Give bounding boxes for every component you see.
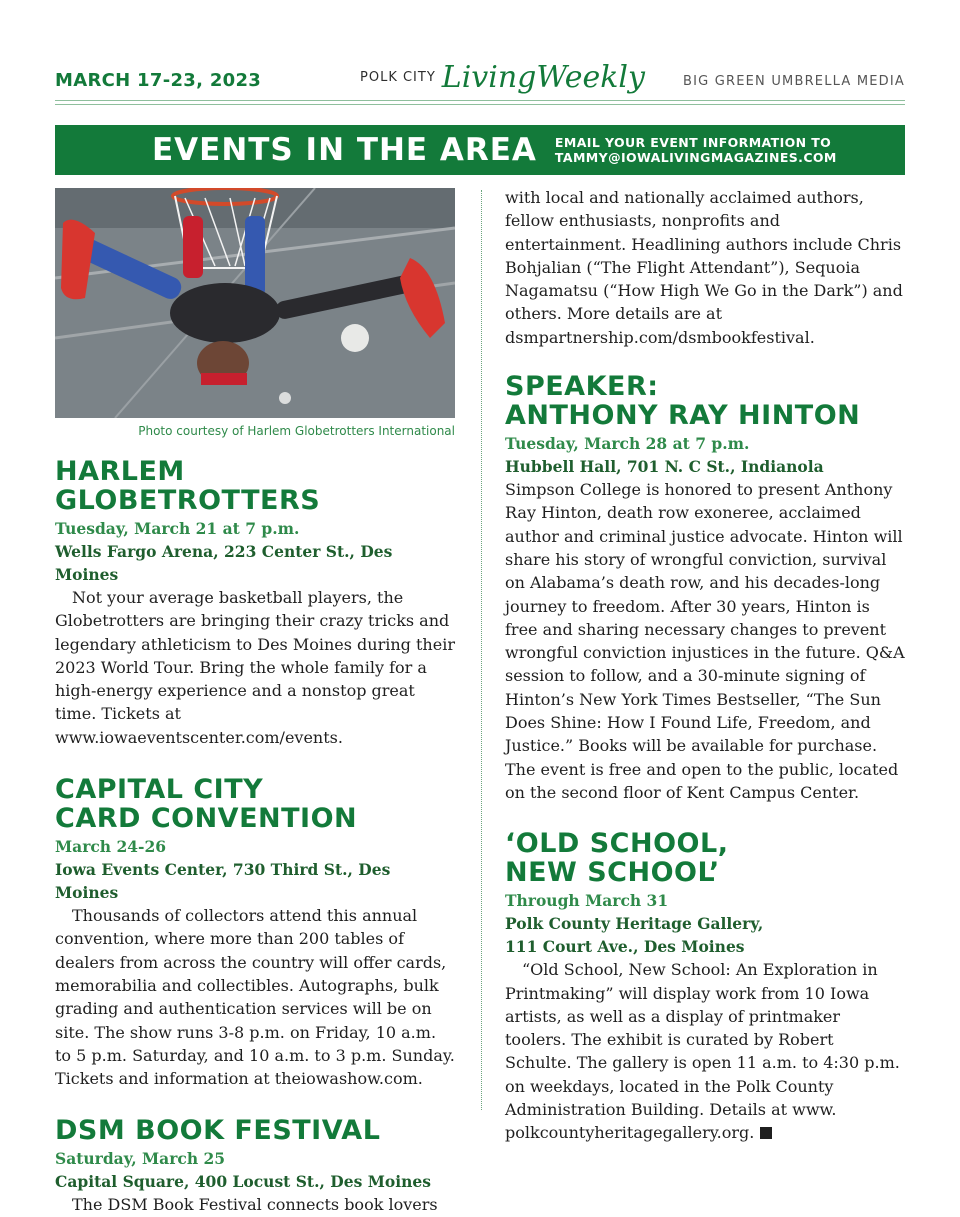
photo-credit: Photo courtesy of Harlem Globetrotters International (138, 424, 455, 438)
right-column (505, 186, 905, 1145)
event-date-speaker: Tuesday, March 28 at 7 p.m. (505, 434, 750, 454)
event-description-old-school-wrap (505, 958, 905, 1144)
end-of-article-mark (760, 1127, 772, 1139)
event-location-card-convention: Iowa Events Center, 730 Third St., Des Moines (55, 860, 391, 903)
masthead-logo: LivingWeekly (441, 60, 645, 95)
publisher-name: BIG GREEN UMBRELLA MEDIA (682, 74, 905, 89)
event-description-book-festival: The DSM Book Festival connects book lovers (72, 1195, 438, 1215)
event-description-speaker: Simpson College is honored to present Anthony Ray Hinton, death row exoneree, acclaimed author and criminal justice advocate. Hinton will share his story of wrongful conviction, survival on Alabama’s death row, and his decades-long journey to freedom. After 30 years, Hinton is free and sharing necessary changes to prevent wrongful conviction injustices in the future. Q&A session to follow, and a 30-minute signing of Hinton’s New York Times Bestseller, “The Sun Does Shine: How I Found Life, Freedom, and Justice.” Books will be available for purchase. The event is free and open to the public, located on the second floor of Kent Campus Center. (505, 480, 905, 802)
submission-note (555, 135, 837, 165)
event-location-globetrotters: Wells Fargo Arena, 223 Center St., Des Moines (55, 542, 393, 584)
event-title-line: SPEAKER: (505, 371, 659, 403)
event-title-line: ANTHONY RAY HINTON (505, 400, 861, 432)
event-date-globetrotters: Tuesday, March 21 at 7 p.m. (55, 519, 300, 538)
masthead (360, 60, 645, 95)
dunk-photo-illustration (55, 188, 455, 418)
event-description-globetrotters: Not your average basketball players, the Globetrotters are bringing their crazy tricks and legendary athleticism to Des Moines during their 2023 World Tour. Bring the whole family for a high-energy experience and a nonstop great time. Tickets at www.iowaeventscenter.com/events. (55, 588, 455, 747)
header-rule (55, 100, 905, 101)
column-divider (481, 190, 482, 1110)
event-date-old-school: Through March 31 (505, 891, 669, 911)
event-location-old-school (505, 912, 905, 958)
section-banner (55, 125, 905, 175)
event-title-line: CAPITAL CITY (55, 774, 264, 806)
event-description-old-school: “Old School, New School: An Exploration in Printmaking” will display work from 10 Iowa artists, as well as a display of printmaker toolers. The exhibit is curated by Robert Schulte. The gallery is open 11 a.m. to 4:30 p.m. on weekdays, located in the Polk County Administration Building. Details at www. polkcountyheritagegallery.org. (505, 960, 900, 1143)
masthead-city: POLK CITY (360, 70, 436, 85)
submission-email[interactable]: TAMMY@IOWALIVINGMAGAZINES.COM (554, 150, 837, 165)
event-title-book-festival: DSM BOOK FESTIVAL (55, 1115, 381, 1147)
event-title-line: CARD CONVENTION (55, 803, 358, 835)
event-location-book-festival: Capital Square, 400 Locust St., Des Moines (55, 1172, 431, 1192)
issue-date: MARCH 17-23, 2023 (55, 70, 262, 91)
event-title-old-school (505, 829, 905, 887)
event-title-line: NEW SCHOOL’ (505, 857, 720, 889)
section-title: EVENTS IN THE AREA (152, 132, 537, 168)
event-location-speaker: Hubbell Hall, 701 N. C St., Indianola (505, 457, 824, 477)
left-column (55, 188, 455, 1217)
event-title-card-convention (55, 775, 455, 833)
event-date-card-convention: March 24-26 (55, 837, 167, 857)
event-location-line: Polk County Heritage Gallery, (505, 914, 764, 934)
event-location-line: 111 Court Ave., Des Moines (505, 937, 745, 957)
event-title-globetrotters: HARLEM GLOBETROTTERS (55, 456, 321, 516)
header-rule (55, 104, 905, 105)
submission-note-line: EMAIL YOUR EVENT INFORMATION TO (554, 135, 832, 150)
event-description-card-convention: Thousands of collectors attend this annual convention, where more than 200 tables of dealers from across the country will offer cards, memorabilia and collectibles. Autographs, bulk grading and authentication services will be on site. The show runs 3-8 p.m. on Friday, 10 a.m. to 5 p.m. Saturday, and 10 a.m. to 3 p.m. Sunday. Tickets and information at theiowashow.com. (55, 906, 455, 1089)
event-title-speaker (505, 372, 905, 430)
event-description-book-festival-continued: with local and nationally acclaimed authors, fellow enthusiasts, nonprofits and entertainment. Headlining authors include Chris Bohjalian (“The Flight Attendant”), Sequoia Nagamatsu (“How High We Go in the Dark”) and others. More details are at dsmpartnership.com/dsmbookfestival. (505, 188, 903, 347)
event-title-line: ‘OLD SCHOOL, (505, 828, 729, 860)
globetrotters-photo (55, 188, 455, 418)
event-date-book-festival: Saturday, March 25 (55, 1149, 226, 1169)
